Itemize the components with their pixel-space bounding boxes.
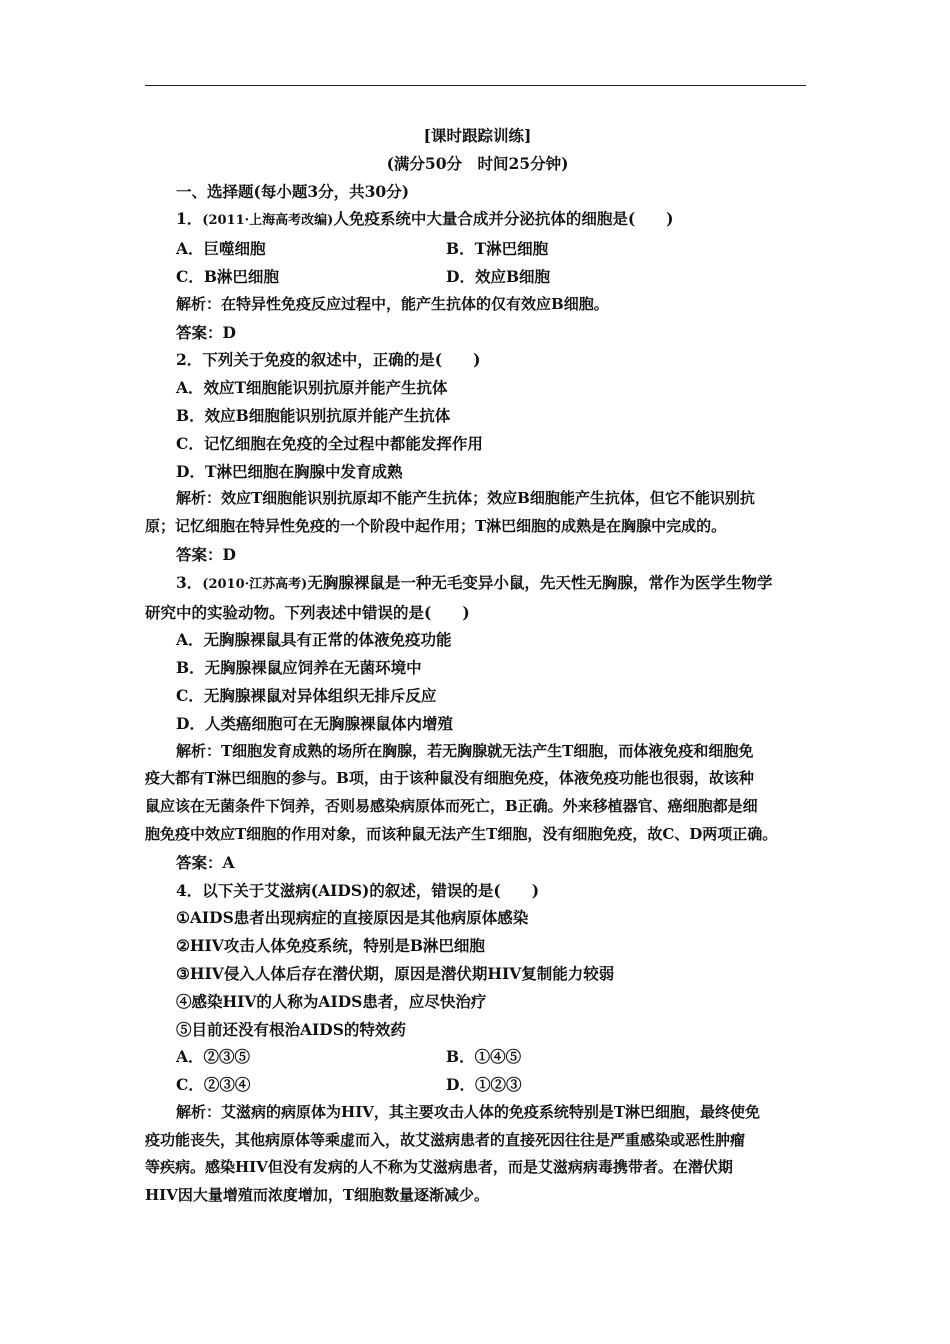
question-4-explanation-line-3: 等疾病。感染HIV但没有发病的人不称为艾滋病患者，而是艾滋病病毒携带者。在潜伏期: [145, 1158, 733, 1177]
document-body: [145, 118, 810, 1210]
question-4-explanation-line-1: [145, 1099, 810, 1127]
explanation-text: 艾滋病的病原体为HIV，其主要攻击人体的免疫系统特别是T淋巴细胞，最终使免: [221, 1102, 761, 1121]
question-4-item-3: ③HIV侵入人体后存在潜伏期，原因是潜伏期HIV复制能力较弱: [176, 963, 615, 983]
question-2-answer: [145, 541, 810, 569]
explanation-label: 解析：: [176, 294, 222, 313]
explanation-label: 解析：: [176, 741, 222, 760]
question-3-option-c: C．无胸腺裸鼠对异体组织无排斥反应: [176, 685, 437, 705]
question-4-item-1: ①AIDS患者出现病症的直接原因是其他病原体感染: [176, 908, 529, 928]
question-4-options-row-2: [145, 1071, 810, 1099]
question-3-explanation-line-4: 胞免疫中效应T细胞的作用对象，而该种鼠无法产生T细胞，没有细胞免疫，故C、D两项正确。: [145, 824, 778, 843]
question-3-source: (2010·江苏高考): [202, 576, 308, 592]
explanation-label: 解析：: [176, 489, 222, 508]
question-4-item-2: ②HIV攻击人体免疫系统，特别是B淋巴细胞: [176, 936, 485, 956]
question-1-option-a: A．巨噬细胞: [176, 239, 266, 259]
question-4-option-d: D．①②③: [446, 1075, 522, 1095]
question-4-explanation-line-4: HIV因大量增殖而浓度增加，T细胞数量逐渐减少。: [145, 1186, 489, 1205]
question-3-text: 无胸腺裸鼠是一种无毛变异小鼠，先天性无胸腺，常作为医学生物学: [307, 572, 773, 592]
question-3-stem-line-2: 研究中的实验动物。下列表述中错误的是( ): [145, 602, 470, 622]
explanation-label: 解析：: [176, 1102, 222, 1121]
question-1-explanation: [145, 291, 810, 319]
question-2-explanation-line-2: 原；记忆细胞在特异性免疫的一个阶段中起作用；T淋巴细胞的成熟是在胸腺中完成的。: [145, 517, 727, 536]
question-3-explanation-line-2: 疫大都有T淋巴细胞的参与。B项，由于该种鼠没有细胞免疫，体液免疫功能也很弱，故该种: [145, 769, 754, 788]
section-heading: 一、选择题(每小题3分，共30分): [176, 181, 410, 201]
question-4-options-row-1: [145, 1043, 810, 1071]
answer-value: A: [222, 852, 235, 872]
question-4-item-4: ④感染HIV的人称为AIDS患者，应尽快治疗: [176, 991, 487, 1011]
question-4-option-b: B．①④⑤: [446, 1047, 522, 1067]
question-3-explanation-line-3: 鼠应该在无菌条件下饲养，否则易感染病原体而死亡，B正确。外来移植器官、癌细胞都是细: [145, 797, 758, 816]
question-2-stem: 2．下列关于免疫的叙述中，正确的是( ): [176, 350, 481, 370]
answer-label: 答案：: [176, 852, 223, 872]
question-1-answer: [145, 319, 810, 347]
question-2-option-d: D．T淋巴细胞在胸腺中发育成熟: [176, 461, 403, 481]
question-1-options-row-1: [145, 235, 810, 263]
page-subtitle: (满分50分 时间25分钟): [386, 153, 569, 173]
question-1-text: 人免疫系统中大量合成并分泌抗体的细胞是( ): [333, 209, 674, 229]
question-1-option-b: B．T淋巴细胞: [446, 239, 549, 259]
question-1-number: 1．: [176, 209, 203, 229]
question-2-explanation-line-1: [145, 485, 810, 513]
question-3-answer: [145, 849, 810, 877]
explanation-text: 在特异性免疫反应过程中，能产生抗体的仅有效应B细胞。: [221, 294, 609, 313]
question-2-option-c: C．记忆细胞在免疫的全过程中都能发挥作用: [176, 433, 483, 453]
question-1-source: (2011·上海高考改编): [202, 213, 334, 229]
question-3-option-b: B．无胸腺裸鼠应饲养在无菌环境中: [176, 658, 422, 678]
explanation-text: T细胞发育成熟的场所在胸腺，若无胸腺就无法产生T细胞，而体液免疫和细胞免: [221, 741, 754, 760]
answer-value: D: [222, 544, 236, 564]
question-4-option-c: C．②③④: [176, 1075, 251, 1095]
header-rule: [145, 85, 806, 86]
question-3-explanation-line-1: [145, 738, 810, 766]
question-1-options-row-2: [145, 263, 810, 291]
question-4-explanation-line-2: 疫功能丧失，其他病原体等乘虚而入，故艾滋病患者的直接死因往往是严重感染或恶性肿瘤: [145, 1130, 746, 1149]
question-4-item-5: ⑤目前还没有根治AIDS的特效药: [176, 1019, 406, 1039]
question-1-stem: [145, 205, 810, 235]
answer-label: 答案：: [176, 544, 223, 564]
question-2-option-b: B．效应B细胞能识别抗原并能产生抗体: [176, 405, 451, 425]
question-3-stem-line-1: [145, 569, 810, 599]
explanation-text: 效应T细胞能识别抗原却不能产生抗体；效应B细胞能产生抗体，但它不能识别抗: [221, 489, 755, 508]
question-4-stem: 4．以下关于艾滋病(AIDS)的叙述，错误的是( ): [176, 880, 540, 900]
page-title: [课时跟踪训练]: [423, 126, 532, 145]
question-4-option-a: A．②③⑤: [176, 1047, 251, 1067]
question-3-number: 3．: [176, 572, 203, 592]
answer-label: 答案：: [176, 322, 223, 342]
question-1-option-c: C．B淋巴细胞: [176, 266, 279, 286]
question-2-option-a: A．效应T细胞能识别抗原并能产生抗体: [176, 378, 448, 398]
question-3-option-a: A．无胸腺裸鼠具有正常的体液免疫功能: [176, 630, 452, 650]
question-1-option-d: D．效应B细胞: [446, 266, 551, 286]
answer-value: D: [222, 322, 236, 342]
question-3-option-d: D．人类癌细胞可在无胸腺裸鼠体内增殖: [176, 713, 453, 733]
